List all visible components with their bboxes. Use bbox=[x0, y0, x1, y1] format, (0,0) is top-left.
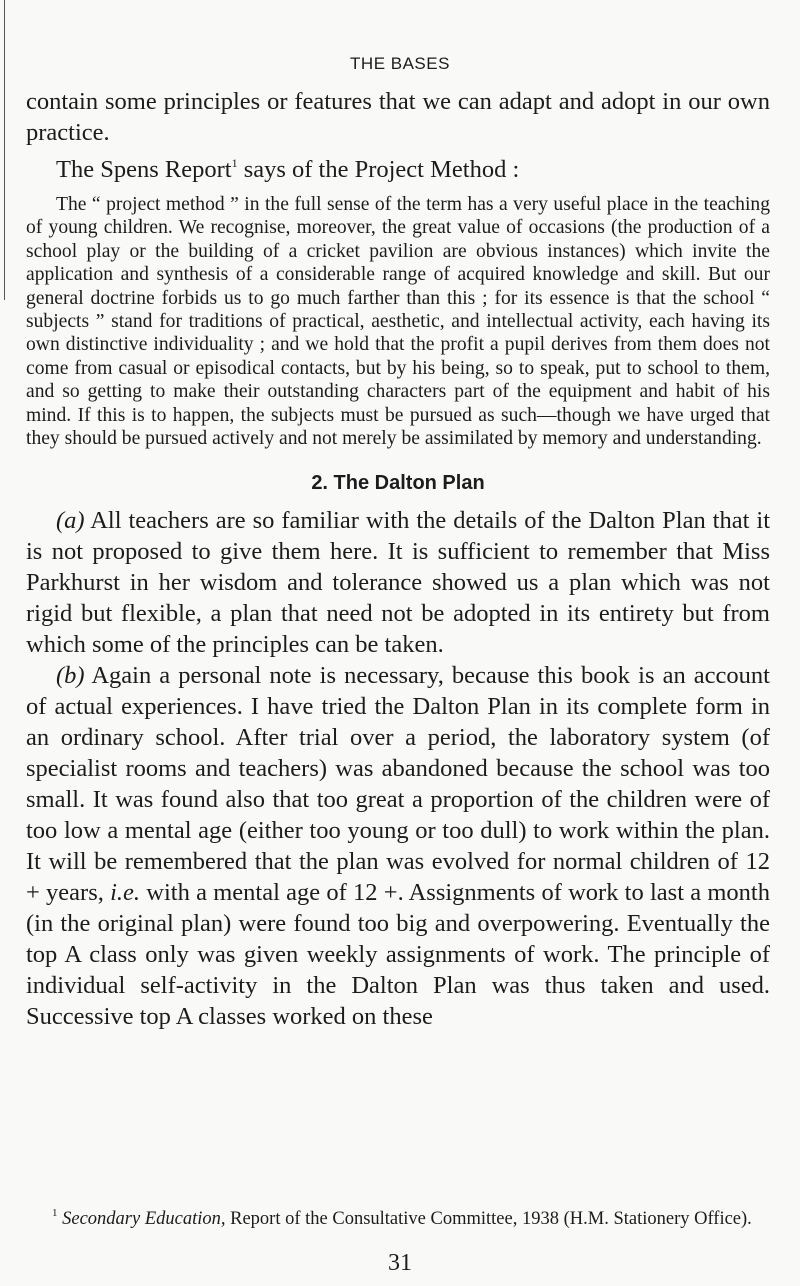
spens-intro-text: The Spens Report bbox=[56, 156, 232, 183]
paragraph-a bbox=[26, 505, 770, 660]
paragraph-b-marker: (b) bbox=[56, 662, 85, 690]
footnote-reference: 1 bbox=[231, 156, 238, 170]
paragraph-a-marker: (a) bbox=[56, 507, 85, 535]
footnote-title: Secondary Education, bbox=[62, 1209, 226, 1229]
paragraph-spens-intro bbox=[26, 148, 770, 185]
paragraph-b-text-2: with a mental age of 12 +. Assignments of work to last a month (in the original plan) were found too big and overpowering. Eventually the top A class only was given weekly assignments of work. The principle of individual self-activity in the Dalton Plan was thus taken and used. Successive top A classes worked on these bbox=[26, 879, 770, 1031]
footnote bbox=[26, 1201, 770, 1231]
block-quote: The “ project method ” in the full sense of the term has a very useful place in the teaching of young children. We recognise, moreover, the great value of occasions (the production of a school play or the building of a cricket pavilion are obvious instances) which invite the application and synthesis of a considerable range of acquired knowledge and skill. But our general doctrine forbids us to go much farther than this ; for its essence is that the school “ subjects ” stand for traditions of practical, aesthetic, and intellectual activity, each having its own distinctive individuality ; and we hold that the profit a pupil derives from them does not come from casual or episodical contacts, but by his being, so to speak, put to school to them, and so getting to make their outstanding characters part of the equipment and habit of his mind. If this is to happen, the subjects must be pursued as such—though we have urged that they should be pursued actively and not merely be assimilated by memory and understanding. bbox=[26, 194, 770, 450]
section-heading: 2. The Dalton Plan bbox=[311, 472, 485, 495]
paragraph-a-text: All teachers are so familiar with the details of the Dalton Plan that it is not proposed to give them here. It is sufficient to remember that Miss Parkhurst in her wisdom and tolerance showed us a plan which was not rigid but flexible, a plan that need not be adopted in its entirety but from which some of the principles can be taken. bbox=[26, 507, 770, 659]
footnote-text: Report of the Consultative Committee, 1938 (H.M. Stationery Office). bbox=[225, 1209, 752, 1229]
body-text bbox=[26, 86, 770, 1032]
spens-intro-tail: says of the Project Method : bbox=[237, 156, 520, 183]
paragraph-b bbox=[26, 660, 770, 1032]
footnote-mark: 1 bbox=[52, 1207, 58, 1219]
paragraph-b-ie: i.e. bbox=[110, 879, 141, 907]
left-margin-rule bbox=[4, 0, 5, 300]
paragraph-continuation: contain some principles or features that we can adapt and adopt in our own practice. bbox=[26, 88, 770, 146]
paragraph-b-text-1: Again a personal note is necessary, because this book is an account of actual experiences. I have tried the Dalton Plan in its complete form in an ordinary school. After trial over a period, the laboratory system (of specialist rooms and teachers) was abandoned because the school was too small. It was found also that too great a proportion of the children were of too low a mental age (either too young or too dull) to work within the plan. It will be remembered that the plan was evolved for normal children of 12 + years, bbox=[26, 662, 770, 907]
running-head: THE BASES bbox=[350, 54, 450, 73]
page-number: 31 bbox=[388, 1250, 412, 1276]
